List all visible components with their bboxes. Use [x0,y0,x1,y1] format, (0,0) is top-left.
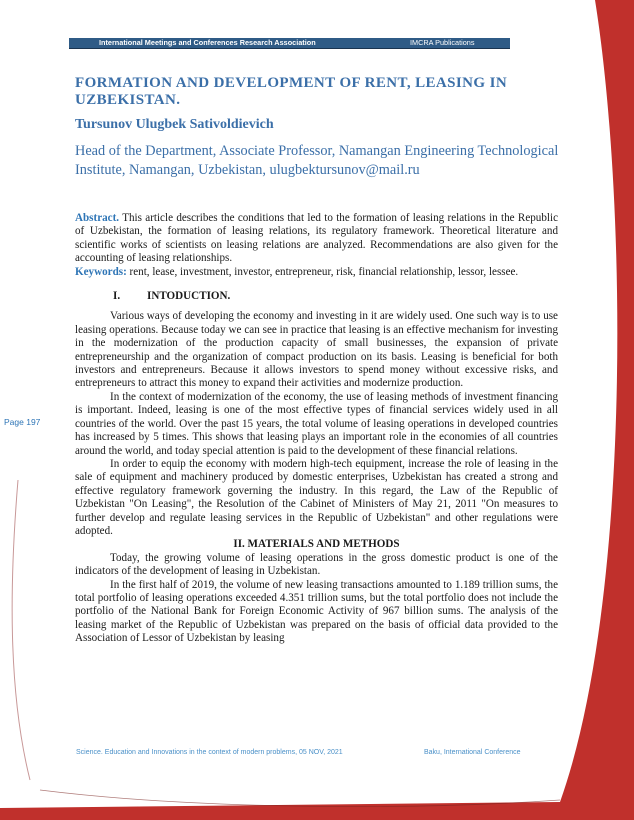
paragraph: In the context of modernization of the economy, the use of leasing methods of investment financing is important. Indeed, leasing is one of the most effective types of financial services widely used in all countries of the world. Over the past 15 years, the total volume of leasing operations in developed countries has increased by 5 times. This shows that leasing plays an important role in the economies of all countries around the world, and today special attention is paid to the development of these financial relations. [75,390,558,457]
abstract-label-dot: . [116,212,120,224]
keywords [75,266,558,279]
footer-location: Baku, International Conference [424,749,521,756]
footer-conference: Science. Education and Innovations in the context of modern problems, 05 NOV, 2021 [76,749,343,756]
author-affiliation: Head of the Department, Associate Professor, Namangan Engineering Technological Institute, Namangan, Uzbekistan, ulugbektursunov@mail.ru [75,143,559,178]
section-title: INTODUCTION. [147,290,231,303]
paragraph: In order to equip the economy with modern high-tech equipment, increase the role of leasing in the sale of equipment and machinery produced by domestic enterprises, Uzbekistan has created a strong and effective regulatory framework governing the industry. In this regard, the Law of the Republic of Uzbekistan "On Leasing", the Resolution of the Cabinet of Ministers of May 21, 2011 "On measures to further develop and regulate leasing services in the Republic of Uzbekistan" and other regulations were adopted. [75,457,558,537]
keywords-text: rent, lease, investment, investor, entrepreneur, risk, financial relationship, lessor, lessee. [126,265,519,278]
author-name: Tursunov Ulugbek Sativoldievich [75,117,274,132]
page-number: Page 197 [4,417,41,427]
paragraph: Today, the growing volume of leasing operations in the gross domestic product is one of the indicators of the development of leasing in Uzbekistan. [75,551,558,578]
journal-header-bar [69,38,510,49]
abstract [75,212,558,266]
article-title: FORMATION AND DEVELOPMENT OF RENT, LEASING IN UZBEKISTAN. [75,75,508,108]
header-publisher: IMCRA Publications [410,38,475,47]
paragraph: In the first half of 2019, the volume of new leasing transactions amounted to 1.189 trillion sums, the total portfolio of leasing operations exceeded 4.351 trillion sums, but the total portfolio does not include the portfolio of the National Bank for Foreign Economic Activity of 967 billion sums. The analysis of the leasing market of the Republic of Uzbekistan was prepared on the basis of official data provided to the Association of Lessor of Uzbekistan by leasing [75,578,558,645]
keywords-label: Keywords: [75,265,127,278]
section-heading-introduction [113,290,558,303]
abstract-text: This article describes the conditions that led to the formation of leasing relations in the Republic of Uzbekistan, the formation of leasing relations, its regulatory framework. Theoretical literature and scientific works of scientists on leasing relations are analyzed. Recommendations are also given for the accounting of leasing relationships. [75,212,558,265]
paragraph: Various ways of developing the economy and investing in it are widely used. One such way is to use leasing operations. Because today we can see in practice that leasing is an effective mechanism for investing in the modernization of the production capacity of small businesses, the expansion of private entrepreneurship and the organization of compact production on its basis. Leasing is beneficial for both investors and entrepreneurs. Because it allows investors to spend money without excessive risks, and entrepreneurs to attract this money to expand their activities and modernize production. [75,310,558,390]
left-edge-curve [12,480,30,780]
article-body [75,212,558,646]
abstract-label: Abstract [75,212,117,224]
header-association: International Meetings and Conferences Research Association [99,38,316,47]
bottom-edge-curve [40,790,560,807]
section-heading-methods: II. MATERIALS AND METHODS [233,538,400,551]
section-number: I. [113,290,121,303]
